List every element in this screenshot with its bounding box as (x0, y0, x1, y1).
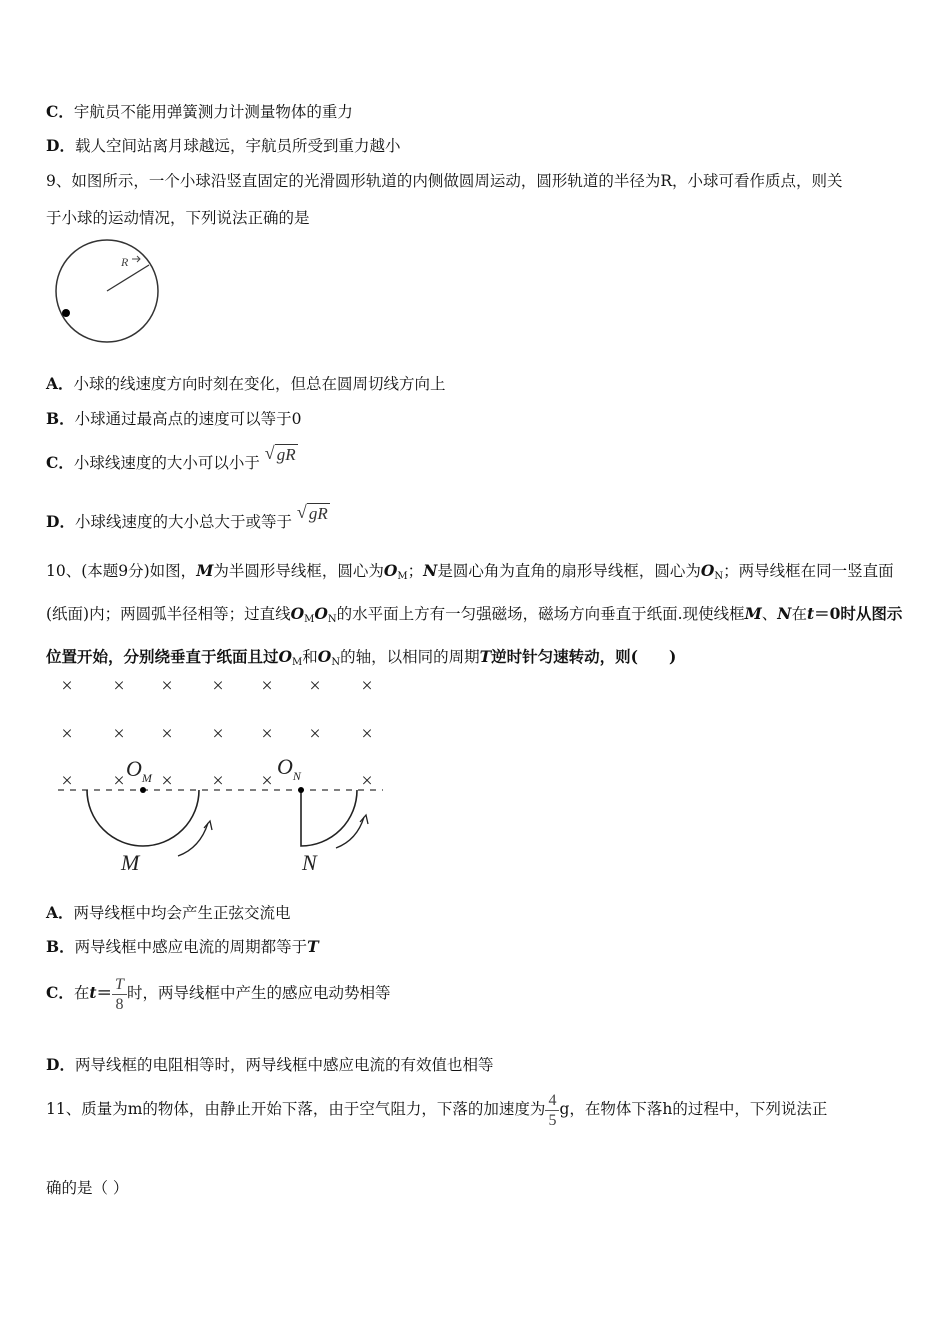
cross-mark: × (61, 675, 73, 697)
cross-mark: × (212, 770, 224, 792)
stem-text: 、 (761, 605, 778, 623)
sub-M: M (292, 657, 303, 668)
label-OM (126, 756, 153, 785)
cross-mark: × (261, 770, 273, 792)
var-O: O (700, 561, 715, 580)
center-ON (298, 787, 304, 793)
cross-mark: × (361, 770, 373, 792)
fraction-T-over-8 (112, 975, 127, 1014)
q11-stem-line2: 确的是（ ） (46, 1179, 129, 1197)
q10-option-a (46, 902, 291, 924)
sub-M: M (397, 571, 408, 582)
arrowhead-icon (204, 821, 212, 830)
cross-mark: × (161, 675, 173, 697)
var-O: O (290, 604, 305, 623)
stem-text: 11、质量为m的物体，由静止开始下落，由于空气阻力，下落的加速度为 (46, 1100, 546, 1118)
stem-text: 逆时针匀速转动，则( ) (491, 647, 677, 666)
q10-option-c (46, 972, 390, 1014)
radius-label: R (121, 255, 129, 269)
option-text: 两导线框中均会产生正弦交流电 (73, 904, 291, 922)
var-O: O (314, 604, 328, 623)
quarter-frame-N (301, 790, 357, 846)
q11-stem-line1 (46, 1088, 827, 1130)
option-label: D． (46, 1055, 75, 1074)
sub-N: N (714, 571, 724, 582)
rotation-arrow-M (178, 823, 208, 856)
cross-mark: × (161, 723, 173, 745)
q8-option-d (46, 135, 400, 157)
sub-N: N (327, 614, 337, 625)
q10-option-d (46, 1054, 493, 1076)
q9-option-d (46, 502, 330, 533)
sub-N: N (331, 657, 341, 668)
cross-mark: × (113, 723, 125, 745)
var-O: O (383, 561, 398, 580)
cross-mark: × (309, 723, 321, 745)
var-N: N (777, 604, 792, 623)
semicircle-frame-M (87, 790, 199, 846)
option-label: B． (46, 937, 75, 956)
stem-text: ； (407, 562, 424, 580)
option-text: 两导线框的电阻相等时，两导线框中感应电流的有效值也相等 (74, 1056, 494, 1074)
option-text: 宇航员不能用弹簧测力计测量物体的重力 (73, 103, 353, 121)
var-M: M (744, 604, 762, 623)
option-label: C． (46, 983, 74, 1002)
magnetic-field-figure (50, 670, 390, 880)
option-text: 小球的线速度方向时刻在变化，但总在圆周切线方向上 (73, 375, 446, 393)
fraction-numerator: T (112, 975, 127, 995)
sqrt-gR: √ gR (296, 502, 328, 523)
label-O: O (126, 756, 142, 781)
q9-option-a (46, 373, 446, 395)
fraction-numerator: 4 (545, 1091, 559, 1111)
cross-mark: × (261, 675, 273, 697)
option-label: A． (46, 374, 74, 393)
q9-option-c (46, 443, 298, 474)
equals: ＝ (96, 983, 113, 1002)
var-M: M (196, 561, 214, 580)
option-text: 在 (73, 984, 90, 1002)
fraction-denominator: 5 (548, 1111, 557, 1129)
label-O: O (277, 754, 293, 779)
cross-mark: × (261, 723, 273, 745)
center-OM (140, 787, 146, 793)
cross-mark: × (212, 723, 224, 745)
option-text: 小球线速度的大小可以小于 (73, 454, 260, 472)
q10-stem (46, 552, 908, 681)
stem-text: 在 (791, 605, 807, 623)
var-O: O (317, 647, 332, 666)
label-N: N (302, 850, 317, 875)
label-M: M (121, 850, 140, 875)
cross-mark: × (61, 723, 73, 745)
q8-option-c (46, 101, 353, 123)
var-T: T (307, 937, 319, 956)
sub-M: M (304, 614, 315, 625)
q9-stem-line1: 9、如图所示，一个小球沿竖直固定的光滑圆形轨道的内侧做圆周运动，圆形轨道的半径为R，小球可看作质点，则关 (46, 172, 843, 190)
option-label: D． (46, 512, 75, 531)
var-T: T (479, 647, 492, 666)
cross-mark: × (113, 675, 125, 697)
var-t: t (806, 604, 815, 623)
fraction-denominator: 8 (115, 995, 124, 1013)
stem-text: ＝0时从图示位置开始，分别绕垂直于纸面且过 (46, 604, 903, 666)
stem-text: 10、(本题9分)如图， (46, 562, 197, 580)
cross-mark: × (161, 770, 173, 792)
circle-track-figure (50, 238, 165, 346)
sqrt-gR: √ gR (264, 443, 296, 464)
option-text: 小球线速度的大小总大于或等于 (74, 513, 292, 531)
cross-mark: × (361, 723, 373, 745)
var-N: N (423, 561, 438, 580)
option-label: D． (46, 136, 75, 155)
option-text: 时，两导线框中产生的感应电动势相等 (126, 984, 391, 1002)
option-label: B． (46, 409, 75, 428)
stem-text: 是圆心角为直角的扇形导线框，圆心为 (437, 562, 701, 580)
option-label: A． (46, 903, 74, 922)
q10-option-b (46, 936, 319, 958)
ball (62, 309, 70, 317)
stem-text: 的轴，以相同的周期 (340, 648, 480, 666)
cross-mark: × (309, 675, 321, 697)
fraction-4-over-5 (545, 1091, 559, 1130)
arrow-icon (132, 256, 140, 262)
radical-text: gR (276, 445, 296, 464)
var-t: t (89, 983, 97, 1002)
cross-mark: × (212, 675, 224, 697)
option-label: C． (46, 453, 74, 472)
stem-text: ；两导线框在同一竖直面(纸面)内；两圆弧半径相等；过直线 (46, 562, 894, 623)
cross-mark: × (61, 770, 73, 792)
stem-text: 的水平面上方有一匀强磁场，磁场方向垂直于纸面.现使线框 (336, 605, 745, 623)
q9-stem-line2: 于小球的运动情况，下列说法正确的是 (46, 209, 310, 227)
stem-text: 和 (302, 648, 318, 666)
stem-text: g，在物体下落h的过程中，下列说法正 (559, 1100, 828, 1118)
option-label: C． (46, 102, 74, 121)
cross-mark: × (361, 675, 373, 697)
option-text: 载人空间站离月球越远，宇航员所受到重力越小 (74, 137, 401, 155)
stem-text: 为半圆形导线框，圆心为 (213, 562, 384, 580)
label-sub: M (141, 771, 152, 785)
q9-option-b (46, 408, 301, 430)
var-O: O (278, 647, 293, 666)
option-text: 小球通过最高点的速度可以等于0 (74, 410, 302, 428)
radical-text: gR (308, 504, 328, 523)
label-ON (277, 754, 302, 783)
cross-mark: × (113, 770, 125, 792)
arrowhead-icon (360, 815, 368, 824)
option-text: 两导线框中感应电流的周期都等于 (74, 938, 308, 956)
label-sub: N (292, 769, 301, 783)
field-crosses (61, 675, 372, 792)
